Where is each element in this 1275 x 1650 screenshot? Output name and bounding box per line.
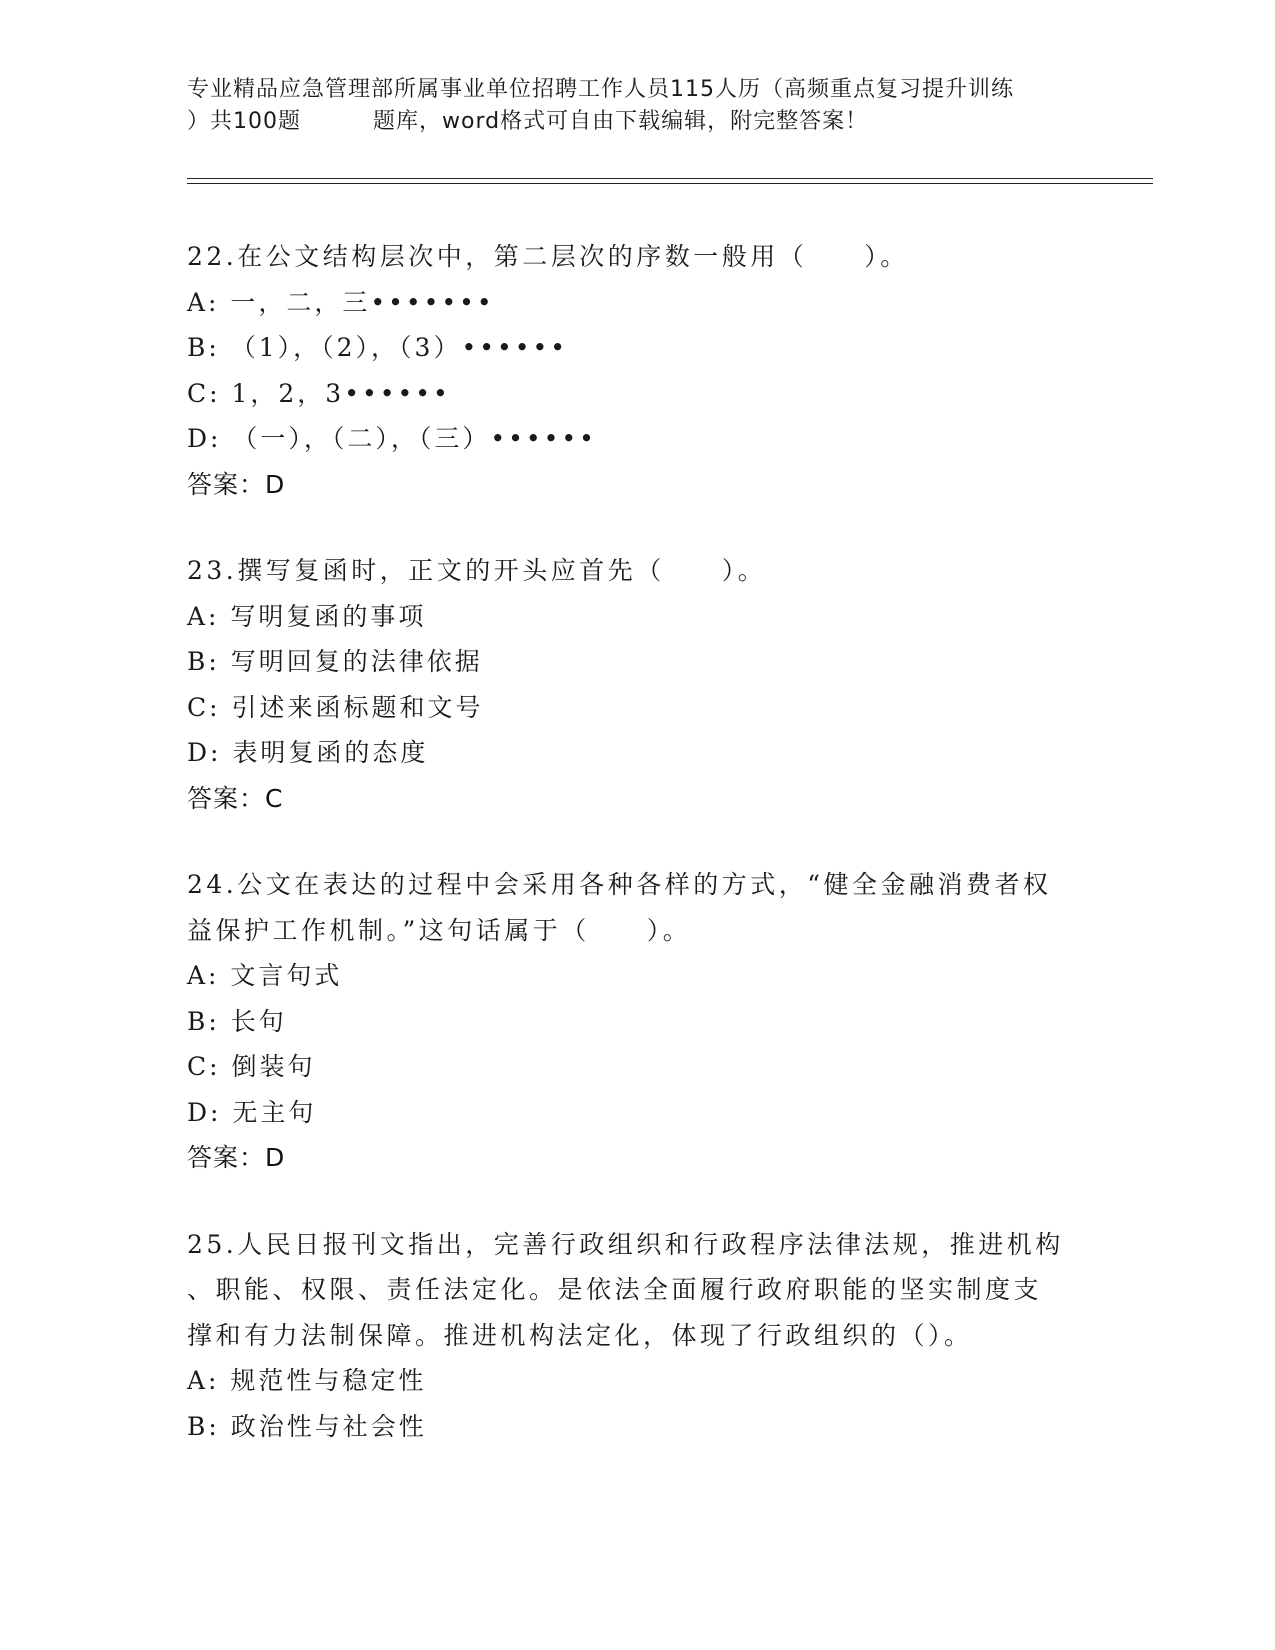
question-stem-line: 24.公文在表达的过程中会采用各种各样的方式，“健全金融消费者权 bbox=[187, 870, 1052, 899]
question-block bbox=[187, 1222, 1087, 1450]
question-stem-line: 22.在公文结构层次中，第二层次的序数一般用（ ）。 bbox=[187, 242, 909, 271]
answer-option: B: （1），（2），（3）•••••• bbox=[187, 333, 568, 362]
question-stem-line: 25.人民日报刊文指出，完善行政组织和行政程序法律法规，推进机构 bbox=[187, 1229, 1064, 1259]
question-block bbox=[187, 862, 1087, 1181]
question-stem-line: 益保护工作机制。”这句话属于（ ）。 bbox=[187, 915, 692, 945]
answer-option: A: 文言句式 bbox=[187, 961, 343, 990]
answer-option: D: 无主句 bbox=[187, 1097, 317, 1127]
header-divider-top bbox=[187, 178, 1153, 179]
answer-option: A: 写明复函的事项 bbox=[187, 601, 427, 631]
answer-option: C: 1，2，3•••••• bbox=[187, 378, 451, 408]
header-line-1: 专业精品应急管理部所属事业单位招聘工作人员115人历（高频重点复习提升训练 bbox=[187, 77, 1014, 102]
header-divider-bottom bbox=[187, 183, 1153, 184]
answer-key: 答案：D bbox=[187, 1143, 286, 1172]
question-block bbox=[187, 548, 1087, 821]
question-block bbox=[187, 234, 1087, 507]
answer-option: C: 倒装句 bbox=[187, 1052, 316, 1081]
answer-option: C: 引述来函标题和文号 bbox=[187, 692, 484, 722]
header-line-2-part-a: ）共100题 bbox=[187, 109, 301, 134]
header-line-2-part-b: 题库，word格式可自由下载编辑，附完整答案！ bbox=[373, 109, 869, 134]
answer-option: B: 写明回复的法律依据 bbox=[187, 647, 483, 676]
answer-option: B: 政治性与社会性 bbox=[187, 1411, 427, 1441]
question-stem-line: 23.撰写复函时，正文的开头应首先（ ）。 bbox=[187, 556, 767, 585]
answer-option: D: （一），（二），（三）•••••• bbox=[187, 424, 597, 453]
document-header bbox=[187, 74, 1087, 138]
question-stem-line: 、职能、权限、责任法定化。是依法全面履行政府职能的坚实制度支 bbox=[187, 1275, 1043, 1304]
header-line-2 bbox=[187, 106, 1087, 138]
question-list bbox=[187, 234, 1087, 1490]
answer-key: 答案：D bbox=[187, 469, 286, 499]
answer-option: A: 一，二，三••••••• bbox=[187, 287, 495, 317]
answer-option: A: 规范性与稳定性 bbox=[187, 1366, 427, 1395]
answer-key: 答案：C bbox=[187, 783, 284, 813]
answer-option: B: 长句 bbox=[187, 1006, 287, 1036]
question-stem-line: 撑和有力法制保障。推进机构法定化，体现了行政组织的（）。 bbox=[187, 1320, 973, 1350]
answer-option: D: 表明复函的态度 bbox=[187, 738, 429, 767]
